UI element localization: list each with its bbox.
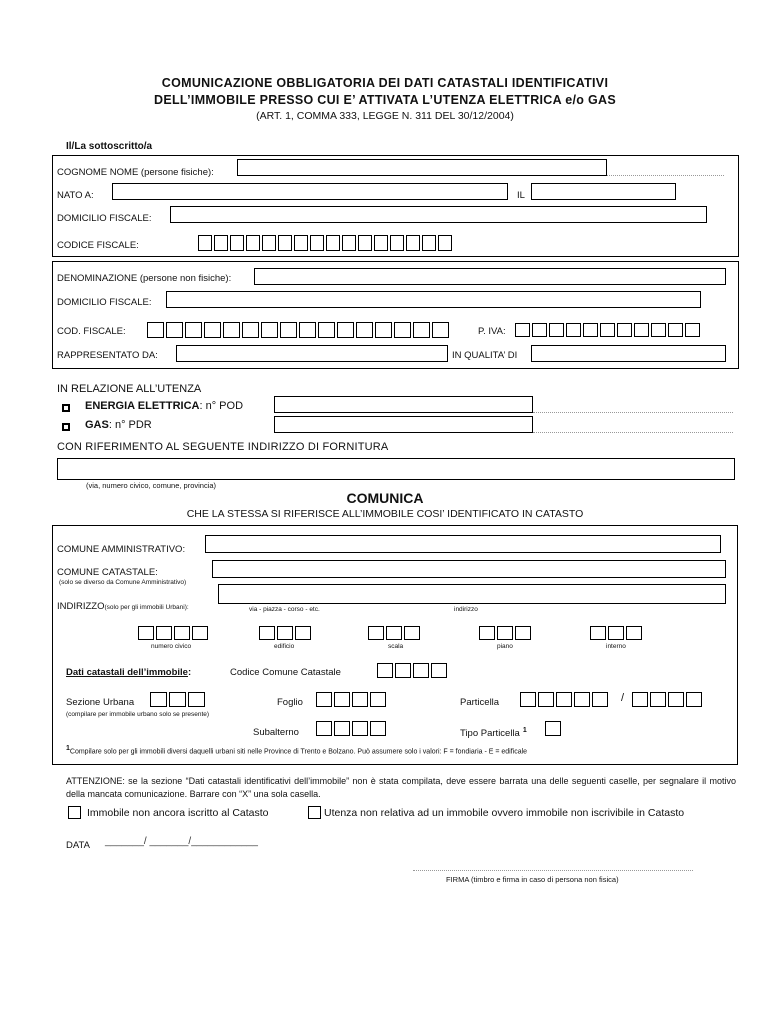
- data-label: DATA: [66, 840, 90, 851]
- cognome-nome-field[interactable]: [237, 159, 607, 176]
- firma-line[interactable]: [413, 870, 693, 871]
- interno-label: interno: [606, 643, 626, 650]
- comunica-subtitle: CHE LA STESSA SI RIFERISCE ALL’IMMOBILE COSI’ IDENTIFICATO IN CATASTO: [186, 508, 584, 520]
- numero-civico-label: numero civico: [151, 643, 192, 650]
- indirizzo-fornitura-field[interactable]: [57, 458, 735, 480]
- subalterno-boxes[interactable]: [316, 721, 388, 736]
- denominazione-label: DENOMINAZIONE (persone non fisiche):: [57, 273, 232, 284]
- tipo-particella-label: Tipo Particella $^1$: [460, 727, 527, 740]
- sezione-urbana-label: Sezione Urbana: [66, 697, 135, 708]
- scala-label: scala: [388, 643, 404, 650]
- riferimento-label: CON RIFERIMENTO AL SEGUENTE INDIRIZZO DI FORNITURA: [57, 441, 389, 453]
- indirizzo-catasto-field[interactable]: [218, 584, 726, 604]
- edificio-label: edificio: [274, 643, 295, 650]
- comune-catastale-note: (solo se diverso da Comune Amministrativo): [59, 579, 187, 586]
- pod-field[interactable]: [274, 396, 533, 413]
- comune-amministrativo-field[interactable]: [205, 535, 721, 553]
- gas-label: GAS: n° PDR: [85, 419, 152, 431]
- rappresentato-field[interactable]: [176, 345, 448, 362]
- divider: [533, 412, 733, 413]
- subalterno-label: Subalterno: [253, 727, 299, 738]
- foglio-boxes[interactable]: [316, 692, 388, 707]
- nato-a-label: NATO A:: [57, 190, 94, 201]
- sottoscritto-label: Il/La sottoscritto/a: [66, 141, 153, 152]
- codice-comune-label: Codice Comune Catastale: [230, 667, 341, 678]
- opt1-checkbox[interactable]: [68, 806, 81, 819]
- scala-boxes[interactable]: [368, 626, 422, 640]
- foglio-label: Foglio: [277, 697, 303, 708]
- edificio-boxes[interactable]: [259, 626, 313, 640]
- comune-amministrativo-label: COMUNE AMMINISTRATIVO:: [57, 544, 186, 555]
- attenzione-text: ATTENZIONE: se la sezione “Dati catastali identificativi dell’immobile” non è stata compilata, deve essere barrata una delle seguenti caselle, per segnalare il motivo della mancata comunicazione. Barrare con “X” una sola casella.: [66, 776, 736, 799]
- rappresentato-label: RAPPRESENTATO DA:: [57, 350, 158, 361]
- comunica-title: COMUNICA: [346, 490, 424, 506]
- energia-label: ENERGIA ELETTRICA: n° POD: [85, 400, 244, 412]
- comune-catastale-label: COMUNE CATASTALE:: [57, 567, 158, 578]
- dati-catastali-title: Dati catastali dell’immobile:: [66, 667, 192, 678]
- domicilio-fiscale-field-2[interactable]: [166, 291, 701, 308]
- opt2-checkbox[interactable]: [308, 806, 321, 819]
- opt2-label: Utenza non relativa ad un immobile ovvero immobile non iscrivibile in Catasto: [324, 807, 685, 819]
- particella-denominatore-boxes[interactable]: [632, 692, 704, 707]
- codice-fiscale-boxes[interactable]: [198, 235, 454, 251]
- domicilio-fiscale-label-2: DOMICILIO FISCALE:: [57, 297, 152, 308]
- data-nascita-field[interactable]: [531, 183, 676, 200]
- codice-comune-boxes[interactable]: [377, 663, 449, 678]
- qualita-field[interactable]: [531, 345, 726, 362]
- cod-fiscale-label: COD. FISCALE:: [57, 326, 126, 337]
- opt1-label: Immobile non ancora iscritto al Catasto: [87, 807, 269, 819]
- sezione-urbana-boxes[interactable]: [150, 692, 207, 707]
- il-label: IL: [517, 190, 525, 201]
- numero-civico-boxes[interactable]: [138, 626, 210, 640]
- qualita-label: IN QUALITA’ DI: [452, 350, 518, 361]
- form-title-line2: DELL’IMMOBILE PRESSO CUI E’ ATTIVATA L’UTENZA ELETTRICA e/o GAS: [154, 93, 616, 107]
- domicilio-fiscale-label: DOMICILIO FISCALE:: [57, 213, 152, 224]
- data-field[interactable]: _______/ _______/____________: [105, 836, 258, 847]
- codice-fiscale-label: CODICE FISCALE:: [57, 240, 139, 251]
- particella-slash: /: [621, 692, 625, 704]
- nato-a-field[interactable]: [112, 183, 508, 200]
- energia-checkbox[interactable]: [62, 404, 70, 412]
- piano-label: piano: [497, 643, 513, 650]
- interno-boxes[interactable]: [590, 626, 644, 640]
- pdr-field[interactable]: [274, 416, 533, 433]
- piano-boxes[interactable]: [479, 626, 533, 640]
- denominazione-field[interactable]: [254, 268, 726, 285]
- indirizzo-hint: indirizzo: [454, 606, 478, 613]
- indirizzo-label: INDIRIZZO(solo per gli immobili Urbani):: [57, 601, 189, 612]
- piva-label: P. IVA:: [478, 326, 506, 337]
- indirizzo-fornitura-hint: (via, numero civico, comune, provincia): [86, 481, 217, 490]
- via-hint: via - piazza - corso - etc.: [249, 606, 320, 613]
- cognome-nome-label: COGNOME NOME (persone fisiche):: [57, 167, 214, 178]
- tipo-particella-box[interactable]: [545, 721, 563, 736]
- firma-label: FIRMA (timbro e firma in caso di persona non fisica): [446, 875, 619, 884]
- form-title-line1: COMUNICAZIONE OBBLIGATORIA DEI DATI CATASTALI IDENTIFICATIVI: [161, 76, 609, 90]
- sezione-urbana-note: (compilare per immobile urbano solo se presente): [66, 711, 210, 718]
- piva-boxes[interactable]: [515, 323, 702, 337]
- particella-label: Particella: [460, 697, 500, 708]
- cod-fiscale-boxes[interactable]: [147, 322, 451, 338]
- domicilio-fiscale-field[interactable]: [170, 206, 707, 223]
- divider: [607, 175, 724, 176]
- divider: [533, 432, 733, 433]
- utenza-intro: IN RELAZIONE ALL’UTENZA: [57, 383, 202, 395]
- footnote: $^1$Compilare solo per gli immobili diversi daquelli urbani siti nelle Province di Trento e Bolzano. Può assumere solo i valori: F = fondiaria - E = edificale: [66, 745, 528, 756]
- form-subtitle: (ART. 1, COMMA 333, LEGGE N. 311 DEL 30/12/2004): [256, 110, 514, 122]
- gas-checkbox[interactable]: [62, 423, 70, 431]
- comune-catastale-field[interactable]: [212, 560, 726, 578]
- particella-boxes[interactable]: [520, 692, 610, 707]
